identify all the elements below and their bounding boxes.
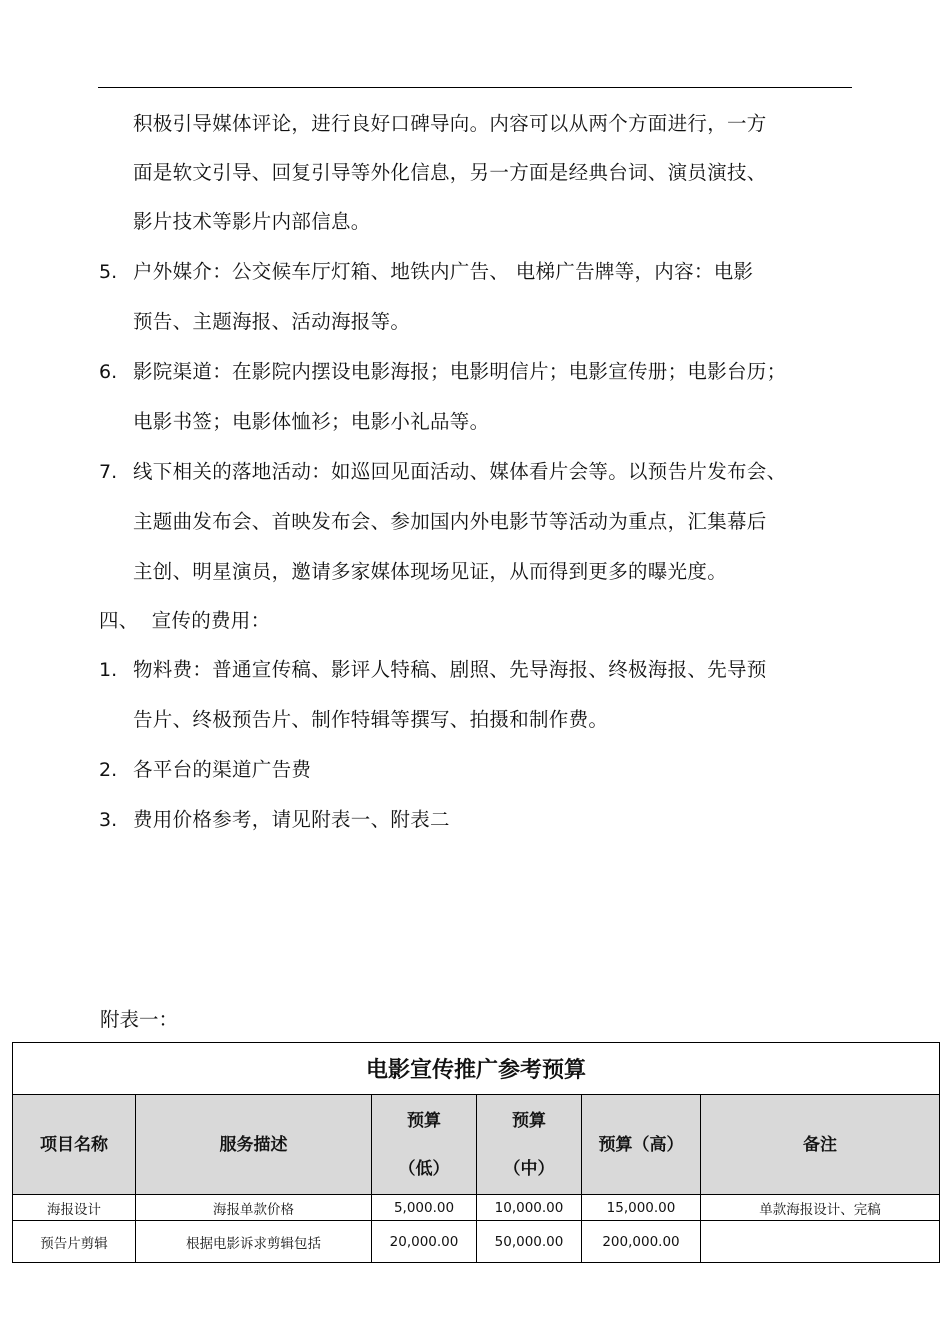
paragraph-line: 影片技术等影片内部信息。 (133, 210, 371, 233)
cell-note: 单款海报设计、完稿 (701, 1195, 940, 1221)
header-budget-high: 预算（高） (582, 1095, 701, 1195)
header-budget-low-line2: （低） (398, 1158, 450, 1179)
appendix-label: 附表一： (100, 1008, 179, 1031)
table-row (13, 1195, 940, 1221)
table-row (13, 1221, 940, 1263)
paragraph-line: 告片、终极预告片、制作特辑等撰写、拍摄和制作费。 (133, 708, 609, 731)
header-rule (98, 87, 852, 88)
header-budget-low (372, 1095, 477, 1195)
paragraph-line: 预告、主题海报、活动海报等。 (133, 310, 411, 333)
cell-service-desc: 海报单款价格 (136, 1195, 372, 1221)
list-number: 7. (99, 461, 118, 483)
paragraph-line: 电影书签；电影体恤衫；电影小礼品等。 (133, 410, 490, 433)
list-number: 3. (99, 809, 118, 831)
header-budget-mid-line1: 预算 (512, 1110, 546, 1131)
paragraph-line: 主创、明星演员，邀请多家媒体现场见证，从而得到更多的曝光度。 (133, 560, 728, 583)
header-item-name: 项目名称 (13, 1095, 136, 1195)
cell-budget-high: 200,000.00 (582, 1221, 701, 1263)
cell-budget-mid: 50,000.00 (477, 1221, 582, 1263)
header-budget-mid (477, 1095, 582, 1195)
cell-item-name: 预告片剪辑 (13, 1221, 136, 1263)
cell-note (701, 1221, 940, 1263)
table-title: 电影宣传推广参考预算 (13, 1043, 940, 1095)
cell-budget-mid: 10,000.00 (477, 1195, 582, 1221)
budget-table (12, 1042, 940, 1263)
list-item-cinema-channel: 影院渠道：在影院内摆设电影海报；电影明信片；电影宣传册；电影台历； (133, 360, 787, 383)
cell-item-name: 海报设计 (13, 1195, 136, 1221)
list-item-outdoor-media: 户外媒介：公交候车厅灯箱、地铁内广告、 电梯广告牌等，内容：电影 (133, 260, 754, 283)
list-item-material-fee: 物料费：普通宣传稿、影评人特稿、剧照、先导海报、终极海报、先导预 (133, 658, 767, 681)
list-item-ad-fee: 各平台的渠道广告费 (133, 758, 312, 781)
header-budget-mid-line2: （中） (503, 1158, 555, 1179)
cell-budget-low: 5,000.00 (372, 1195, 477, 1221)
header-budget-low-line1: 预算 (407, 1110, 441, 1131)
paragraph-line: 面是软文引导、回复引导等外化信息，另一方面是经典台词、演员演技、 (133, 161, 767, 184)
list-number: 1. (99, 659, 118, 681)
list-item-price-reference: 费用价格参考，请见附表一、附表二 (133, 808, 450, 831)
cell-service-desc: 根据电影诉求剪辑包括 (136, 1221, 372, 1263)
list-number: 5. (99, 261, 118, 283)
header-note: 备注 (701, 1095, 940, 1195)
section-heading: 四、 宣传的费用： (99, 609, 271, 632)
cell-budget-low: 20,000.00 (372, 1221, 477, 1263)
list-number: 2. (99, 759, 118, 781)
list-number: 6. (99, 361, 118, 383)
header-service-desc: 服务描述 (136, 1095, 372, 1195)
list-item-offline-events: 线下相关的落地活动：如巡回见面活动、媒体看片会等。以预告片发布会、 (133, 460, 787, 483)
paragraph-line: 积极引导媒体评论，进行良好口碑导向。内容可以从两个方面进行，一方 (133, 112, 767, 135)
cell-budget-high: 15,000.00 (582, 1195, 701, 1221)
paragraph-line: 主题曲发布会、首映发布会、参加国内外电影节等活动为重点，汇集幕后 (133, 510, 767, 533)
